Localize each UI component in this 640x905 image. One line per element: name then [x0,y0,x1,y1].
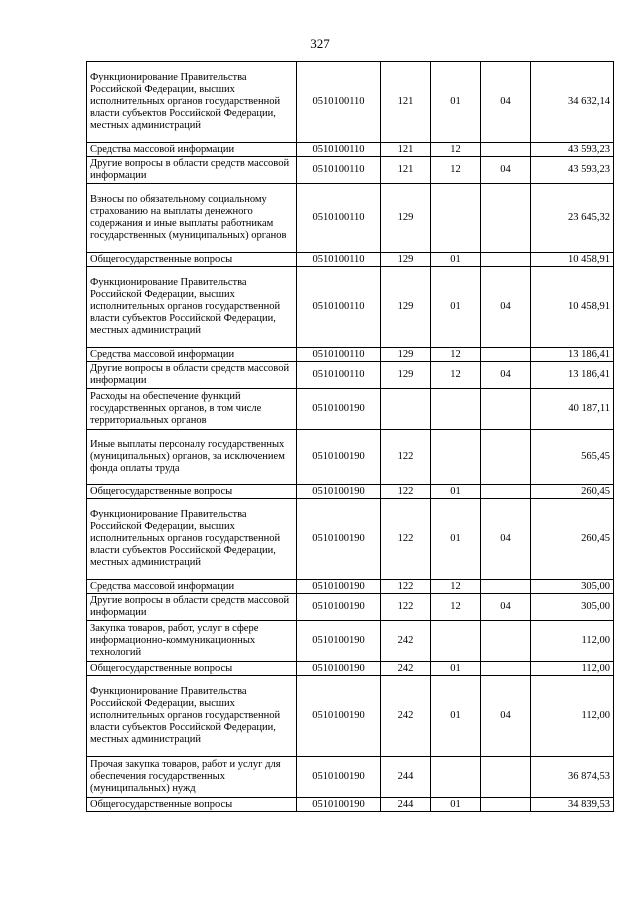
row-name: Функционирование Правительства Российской Федерации, высших исполнительных органов государственной власти субъектов Российской Федерации, местных администраций [87,676,297,757]
row-section: 01 [431,62,481,143]
row-section: 12 [431,594,481,621]
row-name: Общегосударственные вопросы [87,253,297,267]
budget-table [86,61,614,812]
row-name: Средства массовой информации [87,348,297,362]
row-subsection [481,348,531,362]
row-target-code: 0510100190 [297,389,381,430]
row-section [431,757,481,798]
row-subsection [481,485,531,499]
row-expense-type: 242 [381,676,431,757]
row-subsection [481,662,531,676]
row-section: 12 [431,143,481,157]
row-subsection [481,798,531,812]
row-amount: 10 458,91 [531,267,614,348]
row-target-code: 0510100190 [297,621,381,662]
table-row [87,62,614,143]
row-target-code: 0510100190 [297,499,381,580]
row-subsection [481,389,531,430]
table-row [87,143,614,157]
table-row [87,184,614,253]
row-amount: 260,45 [531,485,614,499]
row-expense-type: 122 [381,485,431,499]
table-row [87,580,614,594]
row-amount: 305,00 [531,580,614,594]
row-amount: 112,00 [531,676,614,757]
row-name: Общегосударственные вопросы [87,798,297,812]
row-name: Функционирование Правительства Российской Федерации, высших исполнительных органов государственной власти субъектов Российской Федерации, местных администраций [87,499,297,580]
row-expense-type: 122 [381,430,431,485]
table-row [87,348,614,362]
row-subsection: 04 [481,676,531,757]
row-expense-type: 242 [381,621,431,662]
row-expense-type: 244 [381,798,431,812]
row-expense-type: 122 [381,580,431,594]
row-name: Закупка товаров, работ, услуг в сфере информационно-коммуникационных технологий [87,621,297,662]
row-amount: 34 839,53 [531,798,614,812]
row-amount: 43 593,23 [531,157,614,184]
row-subsection [481,580,531,594]
row-section: 12 [431,348,481,362]
row-amount: 23 645,32 [531,184,614,253]
table-row [87,621,614,662]
row-expense-type: 129 [381,184,431,253]
row-target-code: 0510100110 [297,157,381,184]
row-subsection [481,430,531,485]
row-expense-type: 242 [381,662,431,676]
row-section: 01 [431,798,481,812]
row-amount: 40 187,11 [531,389,614,430]
row-subsection: 04 [481,157,531,184]
row-expense-type: 121 [381,143,431,157]
row-subsection: 04 [481,62,531,143]
row-target-code: 0510100110 [297,143,381,157]
row-section [431,389,481,430]
row-name: Функционирование Правительства Российской Федерации, высших исполнительных органов государственной власти субъектов Российской Федерации, местных администраций [87,62,297,143]
row-amount: 13 186,41 [531,348,614,362]
row-amount: 565,45 [531,430,614,485]
row-name: Взносы по обязательному социальному страхованию на выплаты денежного содержания и иные выплаты работникам государственных (муниципальных) органов [87,184,297,253]
row-amount: 112,00 [531,662,614,676]
row-section: 12 [431,157,481,184]
row-section: 01 [431,267,481,348]
row-expense-type: 129 [381,348,431,362]
row-target-code: 0510100110 [297,267,381,348]
row-section: 01 [431,485,481,499]
row-name: Средства массовой информации [87,580,297,594]
row-amount: 36 874,53 [531,757,614,798]
row-name: Другие вопросы в области средств массовой информации [87,362,297,389]
row-amount: 34 632,14 [531,62,614,143]
row-section: 12 [431,580,481,594]
row-subsection [481,184,531,253]
row-amount: 43 593,23 [531,143,614,157]
row-target-code: 0510100190 [297,430,381,485]
page-number: 327 [310,36,330,51]
row-amount: 305,00 [531,594,614,621]
row-section [431,430,481,485]
row-expense-type: 244 [381,757,431,798]
row-subsection: 04 [481,499,531,580]
row-section [431,184,481,253]
row-expense-type: 129 [381,362,431,389]
row-target-code: 0510100190 [297,798,381,812]
row-expense-type: 122 [381,594,431,621]
row-expense-type [381,389,431,430]
row-subsection: 04 [481,594,531,621]
row-name: Другие вопросы в области средств массовой информации [87,594,297,621]
row-target-code: 0510100190 [297,662,381,676]
row-name: Расходы на обеспечение функций государственных органов, в том числе территориальных органов [87,389,297,430]
row-name: Общегосударственные вопросы [87,662,297,676]
row-amount: 13 186,41 [531,362,614,389]
row-name: Прочая закупка товаров, работ и услуг для обеспечения государственных (муниципальных) нужд [87,757,297,798]
row-target-code: 0510100190 [297,580,381,594]
row-target-code: 0510100110 [297,62,381,143]
row-target-code: 0510100110 [297,348,381,362]
row-target-code: 0510100110 [297,184,381,253]
row-name: Функционирование Правительства Российской Федерации, высших исполнительных органов государственной власти субъектов Российской Федерации, местных администраций [87,267,297,348]
row-expense-type: 121 [381,62,431,143]
row-subsection: 04 [481,362,531,389]
table-row [87,430,614,485]
table-row [87,267,614,348]
row-expense-type: 122 [381,499,431,580]
row-expense-type: 129 [381,267,431,348]
table-row [87,798,614,812]
table-row [87,485,614,499]
table-row [87,594,614,621]
row-name: Другие вопросы в области средств массовой информации [87,157,297,184]
row-target-code: 0510100190 [297,676,381,757]
table-row [87,157,614,184]
row-section [431,621,481,662]
row-subsection: 04 [481,267,531,348]
row-amount: 260,45 [531,499,614,580]
row-name: Средства массовой информации [87,143,297,157]
row-name: Общегосударственные вопросы [87,485,297,499]
row-target-code: 0510100110 [297,253,381,267]
table-row [87,499,614,580]
table-row [87,757,614,798]
row-target-code: 0510100190 [297,594,381,621]
table-row [87,362,614,389]
row-subsection [481,621,531,662]
row-subsection [481,253,531,267]
row-section: 01 [431,499,481,580]
table-row [87,253,614,267]
row-target-code: 0510100190 [297,485,381,499]
row-section: 01 [431,253,481,267]
row-section: 01 [431,676,481,757]
row-expense-type: 121 [381,157,431,184]
row-section: 01 [431,662,481,676]
row-subsection [481,143,531,157]
table-row [87,662,614,676]
table-row [87,676,614,757]
table-row [87,389,614,430]
row-amount: 10 458,91 [531,253,614,267]
row-subsection [481,757,531,798]
budget-table-body [87,62,614,812]
row-target-code: 0510100110 [297,362,381,389]
row-name: Иные выплаты персоналу государственных (муниципальных) органов, за исключением фонда оплаты труда [87,430,297,485]
row-expense-type: 129 [381,253,431,267]
row-section: 12 [431,362,481,389]
row-amount: 112,00 [531,621,614,662]
row-target-code: 0510100190 [297,757,381,798]
